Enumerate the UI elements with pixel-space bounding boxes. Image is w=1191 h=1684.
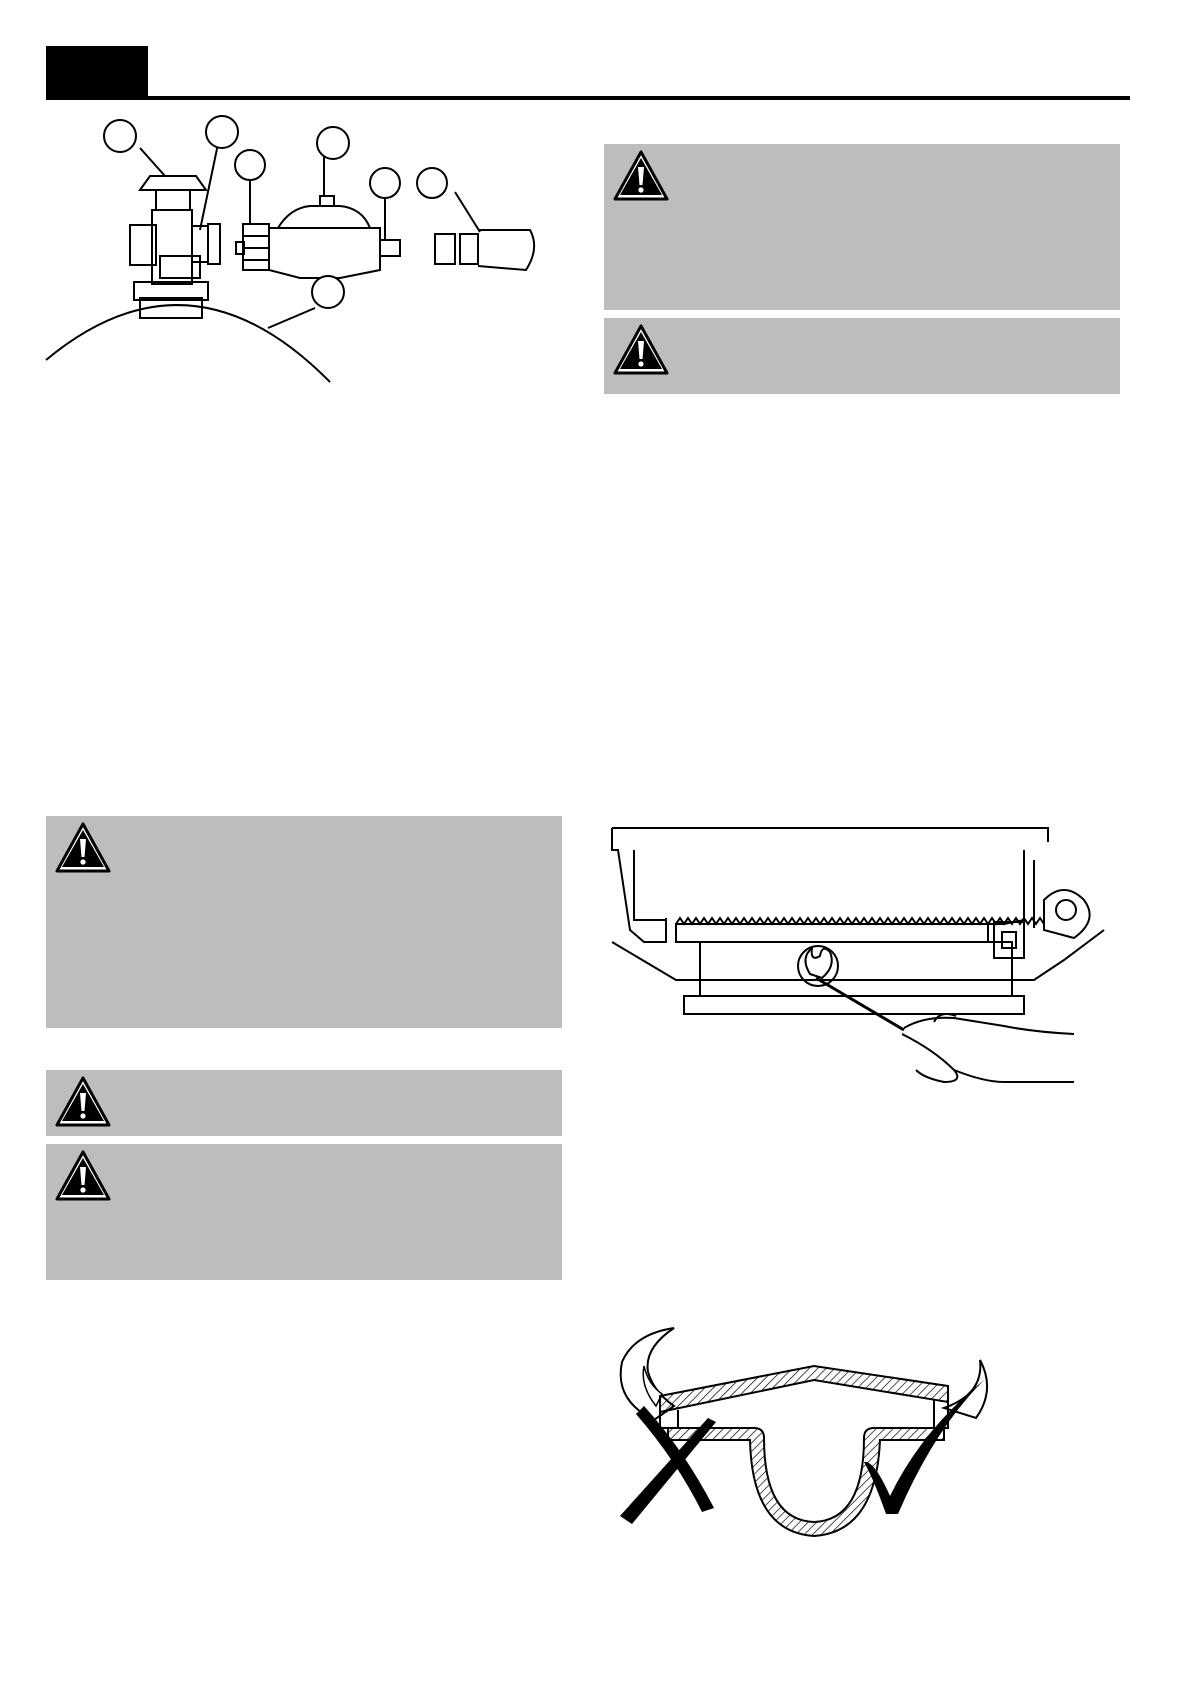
warning-box-5	[46, 1144, 562, 1280]
warning-box-3	[46, 816, 562, 1028]
warning-triangle-icon	[54, 1075, 112, 1129]
warning-triangle-icon	[612, 323, 670, 377]
flame-icon	[805, 948, 831, 978]
regulator-assembly-diagram	[40, 120, 580, 390]
header-tab	[46, 46, 148, 98]
burner-cap-cross-section	[604, 1310, 1024, 1546]
warning-box-1	[604, 144, 1120, 310]
warning-box-2	[604, 318, 1120, 394]
warning-triangle-icon	[612, 149, 670, 203]
warning-triangle-icon	[54, 821, 112, 875]
burner-lighting-illustration	[604, 820, 1088, 1110]
warning-box-4	[46, 1070, 562, 1136]
header-rule	[46, 96, 1130, 100]
cylinder-outline	[46, 305, 330, 382]
warning-triangle-icon	[54, 1149, 112, 1203]
